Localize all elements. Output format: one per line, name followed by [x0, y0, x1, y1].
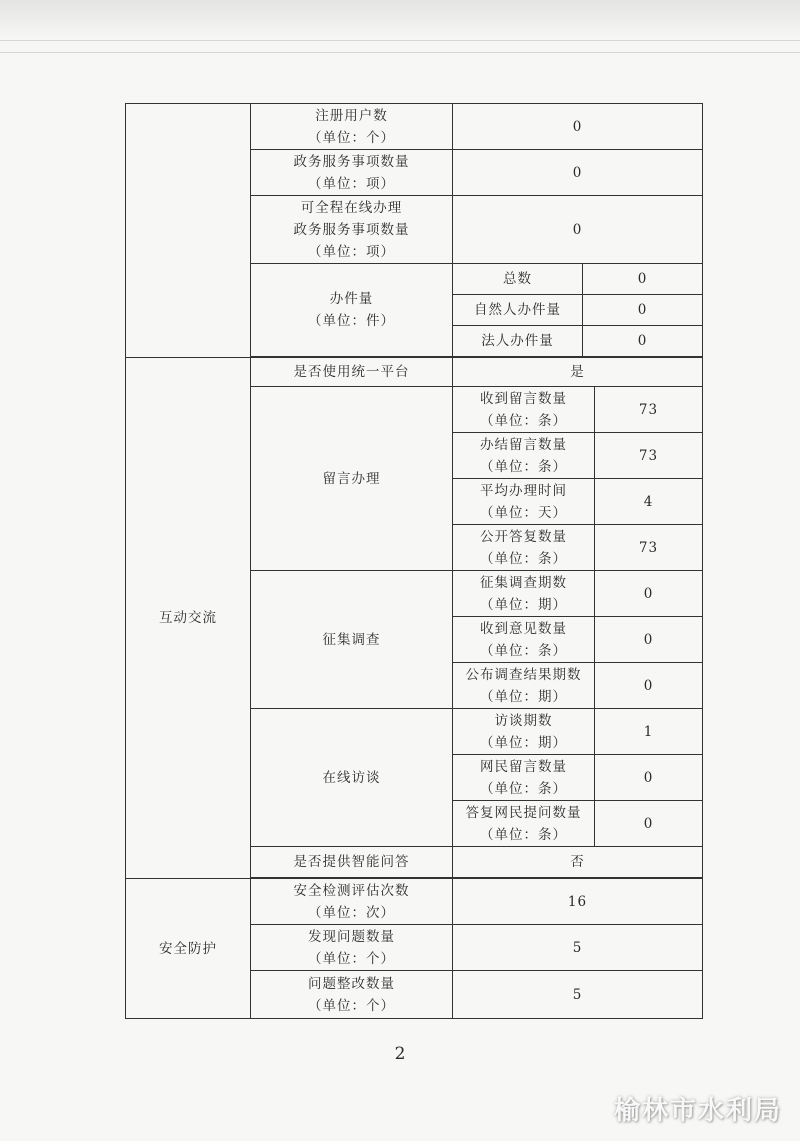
- zhengji-label: 征集调查: [251, 571, 453, 709]
- scan-artifact-line: [0, 52, 800, 53]
- row-value: 0: [453, 196, 703, 264]
- row-label: 政务服务事项数量 （单位：项）: [251, 150, 453, 196]
- fangtan-label: 在线访谈: [251, 709, 453, 847]
- sub-value: 0: [595, 617, 703, 663]
- table-row: [126, 879, 703, 925]
- row-label: 发现问题数量 （单位：个）: [251, 925, 453, 971]
- sub-label: 网民留言数量 （单位：条）: [453, 755, 595, 801]
- sub-value: 0: [583, 326, 703, 357]
- sub-label: 法人办件量: [453, 326, 583, 357]
- sub-label: 征集调查期数 （单位：期）: [453, 571, 595, 617]
- sub-value: 0: [595, 801, 703, 847]
- sub-value: 0: [595, 571, 703, 617]
- table-row: [126, 104, 703, 150]
- category-hudong: 互动交流: [126, 358, 251, 879]
- category-cell-empty: [126, 104, 251, 358]
- sub-label: 收到意见数量 （单位：条）: [453, 617, 595, 663]
- table-row: [126, 358, 703, 387]
- page-number: 2: [394, 1044, 406, 1064]
- row-value: 否: [453, 847, 703, 878]
- row-label: 可全程在线办理 政务服务事项数量 （单位：项）: [251, 196, 453, 264]
- sub-label: 收到留言数量 （单位：条）: [453, 387, 595, 433]
- row-label: 注册用户数 （单位：个）: [251, 104, 453, 150]
- sub-value: 4: [595, 479, 703, 525]
- sub-label: 答复网民提问数量 （单位：条）: [453, 801, 595, 847]
- sub-value: 1: [595, 709, 703, 755]
- category-anquan: 安全防护: [126, 879, 251, 1019]
- row-value: 是: [453, 358, 703, 387]
- sub-value: 73: [595, 433, 703, 479]
- sub-label: 访谈期数 （单位：期）: [453, 709, 595, 755]
- row-label: 问题整改数量 （单位：个）: [251, 971, 453, 1019]
- sub-value: 73: [595, 387, 703, 433]
- row-label: 是否提供智能问答: [251, 847, 453, 878]
- watermark: 榆林市水利局: [613, 1096, 782, 1126]
- sub-value: 0: [583, 295, 703, 326]
- sub-value: 0: [595, 755, 703, 801]
- sub-label: 平均办理时间 （单位：天）: [453, 479, 595, 525]
- sub-value: 73: [595, 525, 703, 571]
- scan-artifact-line: [0, 40, 800, 41]
- row-label: 安全检测评估次数 （单位：次）: [251, 879, 453, 925]
- scan-shadow: [0, 0, 800, 40]
- row-value: 5: [453, 925, 703, 971]
- sub-label: 办结留言数量 （单位：条）: [453, 433, 595, 479]
- row-value: 16: [453, 879, 703, 925]
- row-value: 0: [453, 150, 703, 196]
- row-label: 是否使用统一平台: [251, 358, 453, 387]
- sub-label: 公布调查结果期数 （单位：期）: [453, 663, 595, 709]
- row-value: 5: [453, 971, 703, 1019]
- sub-value: 0: [583, 264, 703, 295]
- sub-label: 自然人办件量: [453, 295, 583, 326]
- sub-label: 总数: [453, 264, 583, 295]
- row-value: 0: [453, 104, 703, 150]
- liuyan-label: 留言办理: [251, 387, 453, 571]
- statistics-table: [125, 103, 703, 1019]
- banjian-label: 办件量 （单位：件）: [251, 264, 453, 357]
- sub-value: 0: [595, 663, 703, 709]
- sub-label: 公开答复数量 （单位：条）: [453, 525, 595, 571]
